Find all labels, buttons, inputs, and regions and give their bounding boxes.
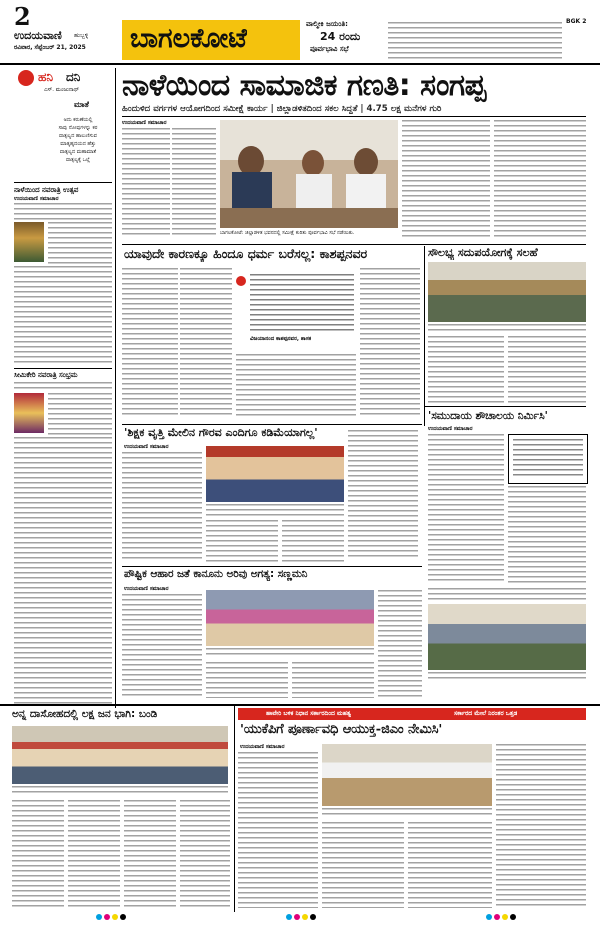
teacher-photo: [206, 446, 344, 502]
masthead-brief: [388, 22, 562, 60]
commissioner-photo: [322, 744, 492, 806]
teaser-big: 24 ರಂದು: [320, 30, 361, 43]
religion-quote-author: ವಿಜಯಾನಂದ ಕಾಶಪ್ಪನವರ, ಶಾಸಕ: [250, 336, 312, 342]
byline: ಉದಯವಾಣಿ ಸಮಾಚಾರ: [14, 196, 59, 202]
register-mark: [120, 914, 126, 920]
commissioner-headline: 'ಯುಕೆಪಿಗೆ ಪೂರ್ಣಾವಧಿ ಆಯುಕ್ತ-ಜಿಎಂ ನೇಮಿಸಿ': [240, 722, 443, 737]
register-mark: [286, 914, 292, 920]
nutrition-headline: ಪೌಷ್ಟಿಕ ಆಹಾರ ಜತೆ ಕಾನೂನು ಅರಿವು ಅಗತ್ಯ: ಸಣ್ಣಮನಿ: [124, 568, 308, 580]
community-notice-box: [508, 434, 588, 484]
register-mark: [502, 914, 508, 920]
byline: ಉದಯವಾಣಿ ಸಮಾಚಾರ: [124, 586, 169, 592]
red-banner: [238, 708, 586, 720]
poem-line: ವಾತ್ಸಲ್ಯದ ಹಾಲುಣಿಸುವ: [59, 133, 97, 139]
poem-line: ವಾತ್ಸಲ್ಯದ ಮಹಾಮಾತೆ: [59, 149, 97, 155]
hani-author: ಎಸ್. ಮಂಜುನಾಥ್: [44, 87, 80, 93]
community-headline: 'ಸಮುದಾಯ ಶೌಚಾಲಯ ನಿರ್ಮಿಸಿ': [428, 410, 548, 422]
page-code: BGK 2: [566, 18, 587, 25]
teacher-headline: 'ಶಿಕ್ಷಕ ವೃತ್ತಿ ಮೇಲಿನ ಗೌರವ ಎಂದಿಗೂ ಕಡಿಮೆಯಾಗಲ್ಲ': [124, 426, 318, 439]
lead-subhead: ಹಿಂದುಳಿದ ವರ್ಗಗಳ ಆಯೋಗದಿಂದ ಸಮೀಕ್ಷೆ ಕಾರ್ಯ | ಜಿಲ್ಲಾಡಳಿತದಿಂದ ಸಕಲ ಸಿದ್ಧತೆ | 4.75 ಲಕ್ಷ ಮನೆಗಳ ಗುರಿ: [122, 104, 442, 114]
poem-lines: [48, 116, 108, 164]
page-number: 2: [14, 2, 31, 31]
register-mark: [112, 914, 118, 920]
teaser-box: [302, 20, 384, 60]
register-mark: [104, 914, 110, 920]
poem-line: ಸಾವು ನೋವುಗಳನ್ನು ಕರ: [58, 125, 98, 131]
brand-name: ಉದಯವಾಣಿ: [14, 29, 62, 42]
date-line: ರವಿವಾರ, ಸೆಪ್ಟೆಂಬರ್ 21, 2025: [14, 44, 86, 51]
teaser-text: ವಾಲ್ಮೀಕಿ ಜಯಂತಿ:: [306, 20, 348, 28]
hani-word: ದನಿ: [66, 70, 81, 84]
poem-title: ಮಾತೆ: [74, 100, 89, 109]
register-mark: [294, 914, 300, 920]
goddess-photo-2: [14, 393, 44, 433]
lead-byline: ಉದಯವಾಣಿ ಸಮಾಚಾರ: [122, 120, 167, 126]
harmony-photo: [428, 262, 586, 322]
district-banner: [122, 20, 300, 60]
register-mark: [302, 914, 308, 920]
anna-photo: [12, 726, 228, 784]
lead-headline: ನಾಳೆಯಿಂದ ಸಾಮಾಜಿಕ ಗಣತಿ: ಸಂಗಪ್ಪ: [122, 68, 486, 103]
sidebar-story1-title: ನಾಳೆಯಿಂದ ನವರಾತ್ರಿ ಉತ್ಸವ: [14, 186, 79, 194]
register-mark: [486, 914, 492, 920]
register-mark: [310, 914, 316, 920]
sidebar-story2-title: ಸೀಮಿಕೇರಿ ನವರಾತ್ರಿ ಸಂಭ್ರಮ: [14, 371, 78, 379]
anna-headline: ಅನ್ನ ದಾಸೋಹದಲ್ಲಿ ಲಕ್ಷ ಜನ ಭಾಗಿ: ಬಂಡಿ: [12, 708, 158, 720]
hani-prefix: ಹನಿ: [38, 70, 53, 84]
right-bottom-photo: [428, 604, 586, 670]
masthead: [0, 0, 600, 64]
nutrition-photo: [206, 590, 374, 646]
poem-line: ಮಾತೃಹೃದಯದ ಹೆತ್ತು: [60, 141, 96, 147]
harmony-headline: ಸೌಲಭ್ಯ ಸದುಪಯೋಗಕ್ಕೆ ಸಲಹೆ: [428, 246, 538, 259]
hani-dani-logo: [18, 70, 34, 86]
district-title: ಬಾಗಲಕೋಟೆ: [130, 23, 248, 54]
edition-suffix: ಹುಬ್ಬಳ್ಳಿ: [74, 32, 89, 39]
poem-line: ವಾತ್ಸಲ್ಯಕ್ಕೆ ಒಲ್ಲೆ: [66, 157, 90, 163]
teaser-sub: ಪೂರ್ವಭಾವಿ ಸಭೆ: [310, 45, 349, 53]
register-mark: [96, 914, 102, 920]
poem-line: ಅದು ಕರುಣೆಯಲ್ಲಿ: [63, 117, 93, 123]
lead-caption: ಬಾಗಲಕೋಟೆ: ಜಿಲ್ಲಾಡಳಿತ ಭವನದಲ್ಲಿ ಸಮೀಕ್ಷೆ ಕುರಿತು ಪೂರ್ವಭಾವಿ ಸಭೆ ನಡೆಯಿತು.: [220, 230, 355, 236]
byline: ಉದಯವಾಣಿ ಸಮಾಚಾರ: [428, 426, 473, 432]
byline: ಉದಯವಾಣಿ ಸಮಾಚಾರ: [240, 744, 285, 750]
register-mark: [494, 914, 500, 920]
register-mark: [510, 914, 516, 920]
religion-quote-box: [236, 272, 356, 352]
religion-headline: ಯಾವುದೇ ಕಾರಣಕ್ಕೂ ಹಿಂದೂ ಧರ್ಮ ಬರೆಸಲ್ಲ: ಕಾಶಪ್ಪನವರ: [124, 246, 368, 261]
hani-dani-box: [14, 68, 110, 182]
goddess-photo-1: [14, 222, 44, 262]
lead-photo: [220, 120, 398, 228]
byline: ಉದಯವಾಣಿ ಸಮಾಚಾರ: [124, 444, 169, 450]
banner-left: ಹಾವೇರಿ ಬಳಿಕ ನಿಧಾನ ಸರ್ಕಾರದಿಂದ ಮಹತ್ವ: [266, 710, 352, 717]
banner-right: ಸರ್ಕಾರದ ಮೇಲೆ ನಿರಂತರ ಒತ್ತಡ: [454, 710, 518, 717]
